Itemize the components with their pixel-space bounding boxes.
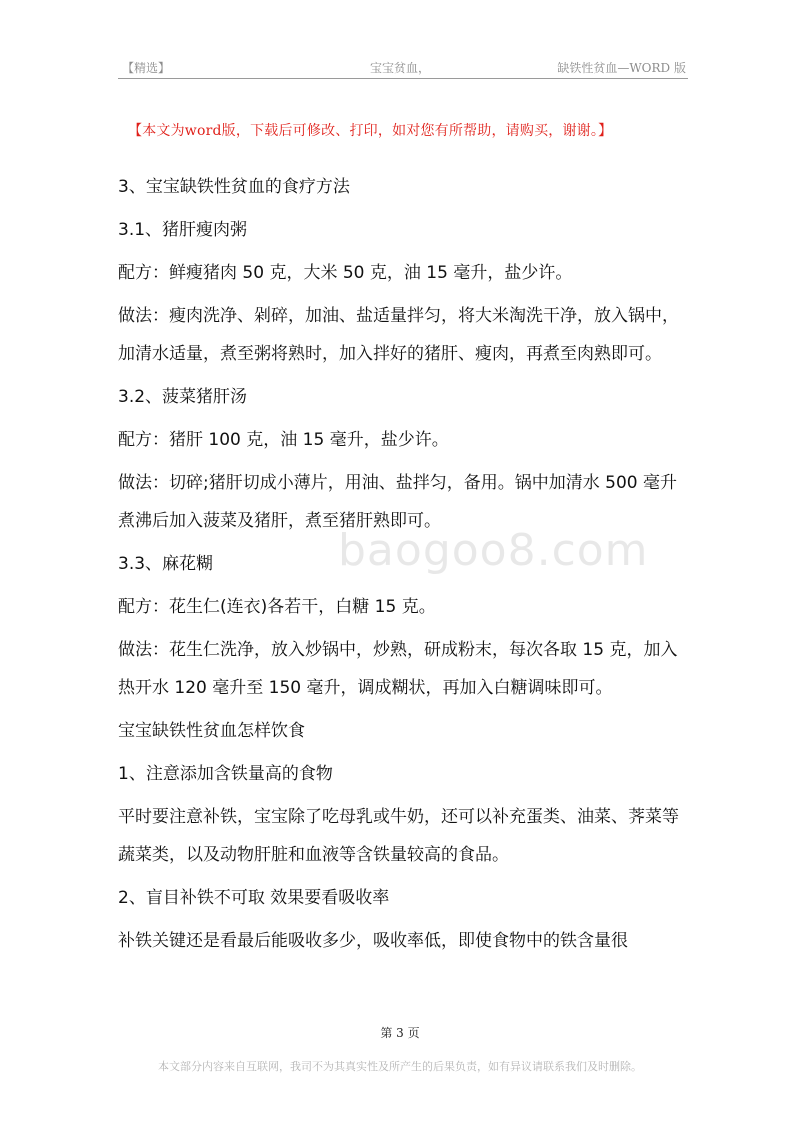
site-watermark: baogoo8.com <box>338 525 649 576</box>
recipe-method: 做法：瘦肉洗净、剁碎，加油、盐适量拌匀，将大米淘洗干净，放入锅中，加清水适量，煮至粥将熟时，加入拌好的猪肝、瘦肉，再煮至肉熟即可。 <box>118 306 679 364</box>
body-paragraph: 补铁关键还是看最后能吸收多少，吸收率低，即使食物中的铁含量很 <box>118 931 628 951</box>
subsection-heading: 2、盲目补铁不可取 效果要看吸收率 <box>118 888 390 908</box>
subsection-heading: 1、注意添加含铁量高的食物 <box>118 764 333 784</box>
recipe-ingredients: 配方：猪肝 100 克，油 15 毫升，盐少许。 <box>118 430 449 450</box>
header-left-text: 【精选】 <box>122 61 171 75</box>
purchase-notice: 【本文为word版，下载后可修改、打印，如对您有所帮助，请购买，谢谢。】 <box>128 123 613 139</box>
page-header <box>118 56 688 79</box>
section-heading: 宝宝缺铁性贫血怎样饮食 <box>118 721 305 741</box>
subsection-heading: 3.2、菠菜猪肝汤 <box>118 387 248 407</box>
section-heading: 3、宝宝缺铁性贫血的食疗方法 <box>118 177 350 197</box>
header-right-text: 缺铁性贫血—WORD 版 <box>557 61 686 75</box>
subsection-heading: 3.1、猪肝瘦肉粥 <box>118 220 248 240</box>
recipe-ingredients: 配方：鲜瘦猪肉 50 克，大米 50 克，油 15 毫升，盐少许。 <box>118 263 573 283</box>
page-number: 第 3 页 <box>380 1026 420 1040</box>
recipe-ingredients: 配方：花生仁(连衣)各若干，白糖 15 克。 <box>118 597 436 617</box>
recipe-method: 做法：花生仁洗净，放入炒锅中，炒熟，研成粉末，每次各取 15 克，加入热开水 120 毫升至 150 毫升，调成糊状，再加入白糖调味即可。 <box>118 640 678 698</box>
document-body <box>118 168 688 965</box>
subsection-heading: 3.3、麻花糊 <box>118 554 214 574</box>
header-middle-text: 宝宝贫血， <box>370 61 431 75</box>
recipe-method: 做法：切碎;猪肝切成小薄片，用油、盐拌匀，备用。锅中加清水 500 毫升煮沸后加入菠菜及猪肝，煮至猪肝熟即可。 <box>118 473 677 531</box>
disclaimer-footer: 本文部分内容来自互联网，我司不为其真实性及所产生的后果负责，如有异议请联系我们及时删除。 <box>158 1060 642 1073</box>
body-paragraph: 平时要注意补铁，宝宝除了吃母乳或牛奶，还可以补充蛋类、油菜、荠菜等蔬菜类，以及动物肝脏和血液等含铁量较高的食品。 <box>118 807 679 865</box>
